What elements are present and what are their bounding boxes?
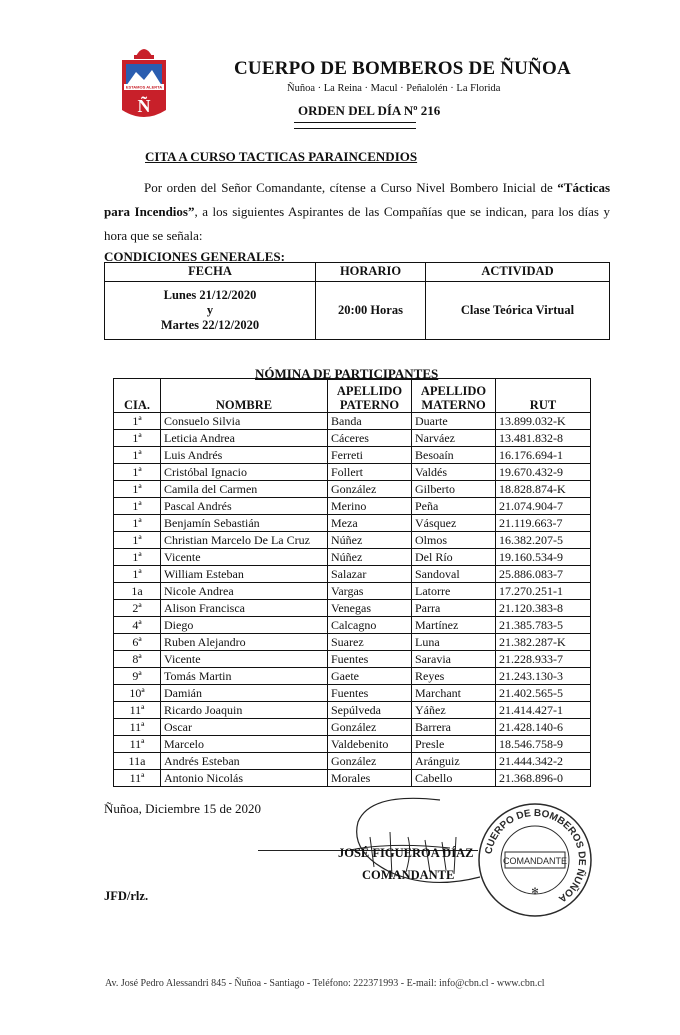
cell-apellido-materno: Luna <box>412 634 496 651</box>
cell-apellido-materno: Valdés <box>412 464 496 481</box>
cell-apellido-materno: Vásquez <box>412 515 496 532</box>
table-row <box>114 464 591 481</box>
table-row <box>114 413 591 430</box>
table-row <box>114 600 591 617</box>
table-row <box>114 668 591 685</box>
cell-nombre: William Esteban <box>161 566 328 583</box>
cell-apellido-paterno: Suarez <box>328 634 412 651</box>
cell-apellido-materno: Presle <box>412 736 496 753</box>
cell-apellido-paterno: Meza <box>328 515 412 532</box>
cell-nombre: Andrés Esteban <box>161 753 328 770</box>
cell-apellido-materno: Marchant <box>412 685 496 702</box>
footer-address: Av. José Pedro Alessandri 845 - Ñuñoa - Santiago - Teléfono: 222371993 - E-mail: info@cbn.cl - www.cbn.cl <box>105 978 545 989</box>
cell-apellido-materno: Peña <box>412 498 496 515</box>
commander-title: COMANDANTE <box>362 868 455 882</box>
col-header-materno-line2: MATERNO <box>421 398 486 412</box>
cell-rut: 18.546.758-9 <box>496 736 591 753</box>
schedule-col-horario <box>316 263 426 339</box>
official-stamp <box>475 800 595 920</box>
schedule-col-fecha <box>105 263 316 339</box>
cell-apellido-materno: Saravia <box>412 651 496 668</box>
cell-apellido-materno: Besoaín <box>412 447 496 464</box>
schedule-horario-value: 20:00 Horas <box>338 302 403 317</box>
cell-cia: 11ª <box>114 770 161 787</box>
col-header-paterno-line1: APELLIDO <box>336 384 403 398</box>
cell-apellido-paterno: Sepúlveda <box>328 702 412 719</box>
schedule-col-actividad <box>426 263 609 339</box>
cell-cia: 1ª <box>114 447 161 464</box>
place-date: Ñuñoa, Diciembre 15 de 2020 <box>104 801 262 816</box>
cell-nombre: Ricardo Joaquin <box>161 702 328 719</box>
cell-apellido-paterno: Valdebenito <box>328 736 412 753</box>
cell-rut: 21.074.904-7 <box>496 498 591 515</box>
schedule-fecha-cell <box>105 281 315 339</box>
cell-rut: 13.899.032-K <box>496 413 591 430</box>
cell-nombre: Oscar <box>161 719 328 736</box>
table-row <box>114 736 591 753</box>
course-name: “Tácticas para Incendios” <box>104 180 611 219</box>
col-header-materno-line1: APELLIDO <box>420 384 487 398</box>
conditions-title: CONDICIONES GENERALES: <box>104 249 285 264</box>
stamp-center-text: COMANDANTE <box>502 856 568 866</box>
cell-nombre: Tomás Martin <box>161 668 328 685</box>
table-row <box>114 549 591 566</box>
cell-rut: 19.670.432-9 <box>496 464 591 481</box>
col-header-rut: RUT <box>496 379 591 413</box>
cell-nombre: Marcelo <box>161 736 328 753</box>
crest-logo <box>118 40 170 124</box>
cell-apellido-paterno: Merino <box>328 498 412 515</box>
col-header-apellido-paterno <box>328 379 412 413</box>
cell-apellido-materno: Reyes <box>412 668 496 685</box>
cell-rut: 25.886.083-7 <box>496 566 591 583</box>
cell-apellido-materno: Barrera <box>412 719 496 736</box>
order-title-double-rule <box>294 122 416 129</box>
table-row <box>114 651 591 668</box>
cell-cia: 1ª <box>114 515 161 532</box>
cell-cia: 4ª <box>114 617 161 634</box>
table-row <box>114 532 591 549</box>
cell-apellido-materno: Duarte <box>412 413 496 430</box>
table-row <box>114 566 591 583</box>
table-row <box>114 447 591 464</box>
cell-cia: 11a <box>114 753 161 770</box>
cell-apellido-paterno: Cáceres <box>328 430 412 447</box>
cell-rut: 21.119.663-7 <box>496 515 591 532</box>
cell-cia: 11ª <box>114 736 161 753</box>
cell-rut: 16.176.694-1 <box>496 447 591 464</box>
handwritten-signature <box>330 782 490 902</box>
cell-rut: 21.428.140-6 <box>496 719 591 736</box>
cell-rut: 21.243.130-3 <box>496 668 591 685</box>
cell-apellido-materno: Narváez <box>412 430 496 447</box>
org-name: CUERPO DE BOMBEROS DE ÑUÑOA <box>234 58 571 79</box>
schedule-header-fecha: FECHA <box>105 263 315 282</box>
cell-rut: 16.382.207-5 <box>496 532 591 549</box>
cell-rut: 21.368.896-0 <box>496 770 591 787</box>
cell-cia: 1ª <box>114 413 161 430</box>
cell-cia: 1ª <box>114 566 161 583</box>
cell-nombre: Ruben Alejandro <box>161 634 328 651</box>
participants-rows <box>114 413 591 787</box>
cell-apellido-paterno: Salazar <box>328 566 412 583</box>
cell-apellido-materno: Latorre <box>412 583 496 600</box>
schedule-table <box>104 262 610 340</box>
schedule-actividad-value: Clase Teórica Virtual <box>460 302 575 317</box>
cell-apellido-materno: Sandoval <box>412 566 496 583</box>
cell-nombre: Vicente <box>161 651 328 668</box>
cell-apellido-paterno: Núñez <box>328 549 412 566</box>
commander-name: JOSÉ FIGUEROA DÍAZ <box>338 846 474 860</box>
cell-apellido-paterno: González <box>328 753 412 770</box>
table-row <box>114 753 591 770</box>
cell-rut: 21.402.565-5 <box>496 685 591 702</box>
table-row <box>114 583 591 600</box>
cell-cia: 1ª <box>114 498 161 515</box>
cell-nombre: Alison Francisca <box>161 600 328 617</box>
cell-rut: 21.444.342-2 <box>496 753 591 770</box>
cell-apellido-paterno: Venegas <box>328 600 412 617</box>
org-communes: Ñuñoa · La Reina · Macul · Peñalolén · La Florida <box>287 83 501 94</box>
participants-table <box>113 378 591 787</box>
cell-apellido-paterno: Vargas <box>328 583 412 600</box>
cell-apellido-materno: Aránguiz <box>412 753 496 770</box>
cell-rut: 21.120.383-8 <box>496 600 591 617</box>
table-row <box>114 685 591 702</box>
participants-title: NÓMINA DE PARTICIPANTES <box>255 366 439 381</box>
col-header-nombre: NOMBRE <box>161 379 328 413</box>
cell-apellido-paterno: Ferreti <box>328 447 412 464</box>
cell-apellido-paterno: Follert <box>328 464 412 481</box>
schedule-date-1: Lunes 21/12/2020 <box>163 287 257 302</box>
intro-text-start: Por orden del Señor Comandante, cítense a Curso Nivel Bombero Inicial de <box>144 180 553 195</box>
cell-rut: 21.382.287-K <box>496 634 591 651</box>
cell-apellido-paterno: González <box>328 481 412 498</box>
cell-apellido-materno: Gilberto <box>412 481 496 498</box>
schedule-date-conjunction: y <box>206 302 214 317</box>
cell-cia: 2ª <box>114 600 161 617</box>
cell-nombre: Christian Marcelo De La Cruz <box>161 532 328 549</box>
cell-rut: 18.828.874-K <box>496 481 591 498</box>
subject-line: CITA A CURSO TACTICAS PARAINCENDIOS <box>145 149 418 164</box>
cell-cia: 6ª <box>114 634 161 651</box>
cell-nombre: Luis Andrés <box>161 447 328 464</box>
cell-apellido-materno: Del Río <box>412 549 496 566</box>
table-row <box>114 702 591 719</box>
cell-cia: 9ª <box>114 668 161 685</box>
cell-apellido-paterno: Núñez <box>328 532 412 549</box>
order-title: ORDEN DEL DÍA Nº 216 <box>298 103 441 118</box>
cell-cia: 1a <box>114 583 161 600</box>
table-row <box>114 719 591 736</box>
cell-rut: 19.160.534-9 <box>496 549 591 566</box>
table-row <box>114 481 591 498</box>
table-row <box>114 430 591 447</box>
table-row <box>114 515 591 532</box>
cell-nombre: Pascal Andrés <box>161 498 328 515</box>
cell-cia: 1ª <box>114 481 161 498</box>
cell-cia: 11ª <box>114 719 161 736</box>
cell-nombre: Benjamín Sebastián <box>161 515 328 532</box>
cell-apellido-materno: Cabello <box>412 770 496 787</box>
cell-apellido-materno: Olmos <box>412 532 496 549</box>
cell-apellido-paterno: Gaete <box>328 668 412 685</box>
cell-apellido-paterno: González <box>328 719 412 736</box>
cell-apellido-paterno: Calcagno <box>328 617 412 634</box>
schedule-header-horario: HORARIO <box>316 263 425 282</box>
col-header-paterno-line2: PATERNO <box>339 398 400 412</box>
intro-text-end: , a los siguientes Aspirantes de las Compañías que se indican, para los días y hora que se señala: <box>104 204 610 243</box>
cell-rut: 21.385.783-5 <box>496 617 591 634</box>
cell-rut: 17.270.251-1 <box>496 583 591 600</box>
cell-apellido-paterno: Fuentes <box>328 685 412 702</box>
cell-nombre: Vicente <box>161 549 328 566</box>
cell-cia: 1ª <box>114 532 161 549</box>
cell-nombre: Antonio Nicolás <box>161 770 328 787</box>
cell-cia: 1ª <box>114 430 161 447</box>
schedule-date-2: Martes 22/12/2020 <box>160 317 260 332</box>
cell-rut: 21.414.427-1 <box>496 702 591 719</box>
cell-nombre: Leticia Andrea <box>161 430 328 447</box>
stamp-ring-text: CUERPO DE BOMBEROS DE ÑUÑOA <box>483 807 588 905</box>
cell-cia: 1ª <box>114 464 161 481</box>
cell-apellido-materno: Yáñez <box>412 702 496 719</box>
cell-cia: 10ª <box>114 685 161 702</box>
author-initials: JFD/rlz. <box>104 889 149 903</box>
cell-nombre: Damián <box>161 685 328 702</box>
cell-nombre: Diego <box>161 617 328 634</box>
crest-letter: Ñ <box>137 96 151 116</box>
crest-helmet-icon <box>134 49 154 59</box>
cell-nombre: Camila del Carmen <box>161 481 328 498</box>
intro-paragraph <box>104 176 610 248</box>
cell-rut: 21.228.933-7 <box>496 651 591 668</box>
cell-apellido-paterno: Fuentes <box>328 651 412 668</box>
table-row <box>114 498 591 515</box>
table-row <box>114 634 591 651</box>
cell-apellido-paterno: Banda <box>328 413 412 430</box>
cell-nombre: Nicole Andrea <box>161 583 328 600</box>
cell-cia: 8ª <box>114 651 161 668</box>
crest-motto: ESTAMOS ALERTA <box>125 84 163 90</box>
cell-cia: 1ª <box>114 549 161 566</box>
cell-apellido-paterno: Morales <box>328 770 412 787</box>
schedule-header-actividad: ACTIVIDAD <box>426 263 609 282</box>
col-header-apellido-materno <box>412 379 496 413</box>
stamp-star-icon: ✻ <box>531 886 539 896</box>
cell-nombre: Consuelo Silvia <box>161 413 328 430</box>
cell-apellido-materno: Parra <box>412 600 496 617</box>
col-header-cia: CIA. <box>114 379 161 413</box>
cell-rut: 13.481.832-8 <box>496 430 591 447</box>
cell-apellido-materno: Martínez <box>412 617 496 634</box>
table-row <box>114 617 591 634</box>
cell-cia: 11ª <box>114 702 161 719</box>
cell-nombre: Cristóbal Ignacio <box>161 464 328 481</box>
